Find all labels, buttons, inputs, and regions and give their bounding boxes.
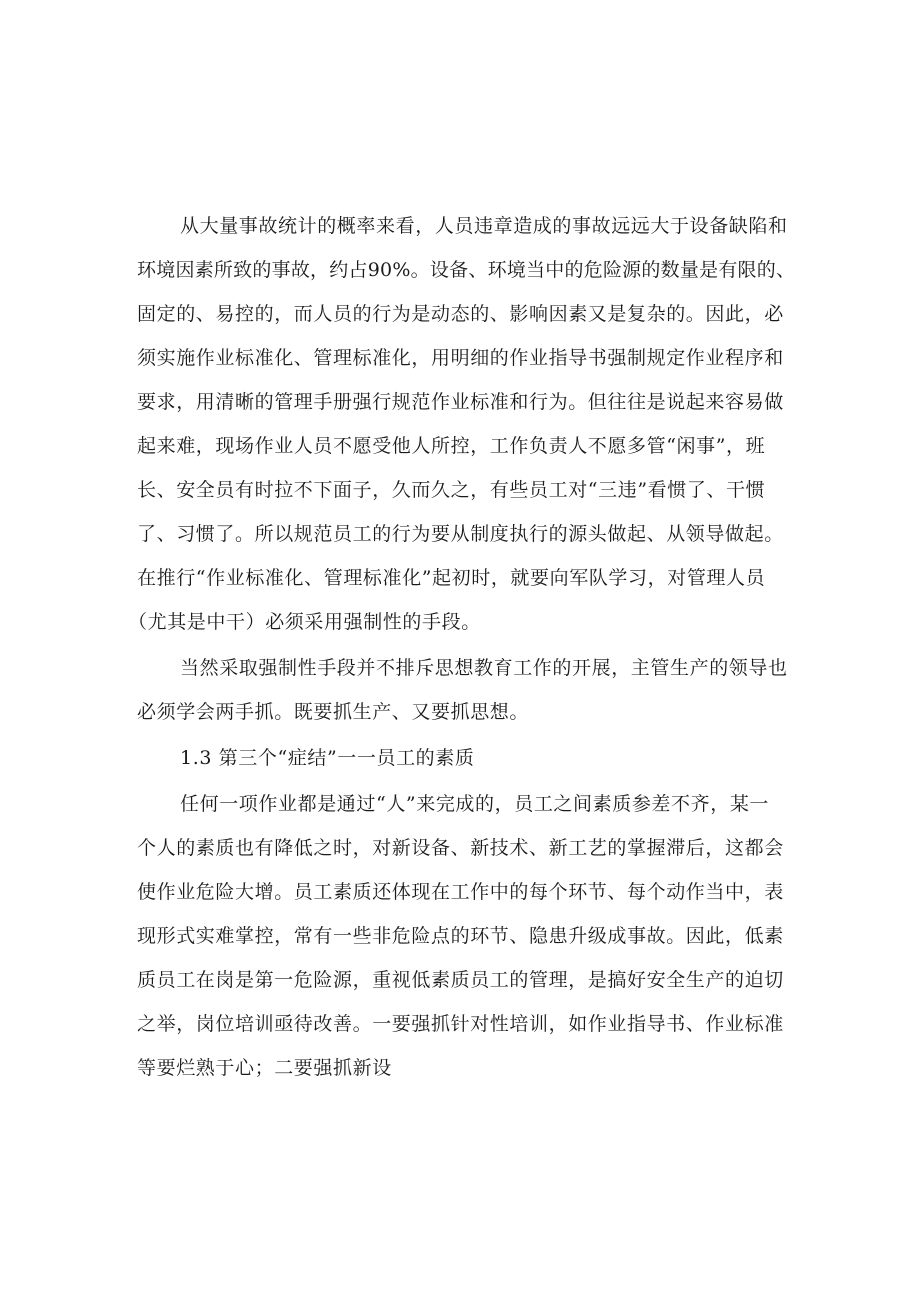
paragraph-line: 起来难，现场作业人员不愿受他人所控，工作负责人不愿多管“闲事”，班 — [137, 435, 766, 457]
paragraph-line: 质员工在岗是第一危险源，重视低素质员工的管理，是搞好安全生产的迫切 — [137, 969, 784, 991]
paragraph-line: 必须学会两手抓。既要抓生产、又要抓思想。 — [137, 701, 530, 723]
paragraph-line: 个人的素质也有降低之时，对新设备、新技术、新工艺的掌握滞后，这都会 — [137, 837, 784, 859]
paragraph-line: 任何一项作业都是通过“人”来完成的，员工之间素质参差不齐，某一 — [180, 793, 770, 815]
paragraph-line: 环境因素所致的事故，约占90%。设备、环境当中的危险源的数量是有限的、 — [137, 259, 796, 281]
paragraph-line: 当然采取强制性手段并不排斥思想教育工作的开展，主管生产的领导也 — [180, 657, 788, 679]
paragraph-line: 固定的、易控的，而人员的行为是动态的、影响因素又是复杂的。因此，必 — [137, 303, 784, 325]
paragraph-line: 要求，用清晰的管理手册强行规范作业标准和行为。但往往是说起来容易做 — [137, 391, 784, 413]
paragraph-line: 了、习惯了。所以规范员工的行为要从制度执行的源头做起、从领导做起。 — [137, 523, 784, 545]
paragraph-line: 长、安全员有时拉不下面子，久而久之，有些员工对“三违”看惯了、干惯 — [137, 479, 766, 501]
paragraph-line: 从大量事故统计的概率来看，人员违章造成的事故远远大于设备缺陷和 — [180, 215, 788, 237]
paragraph-line: 使作业危险大增。员工素质还体现在工作中的每个环节、每个动作当中，表 — [137, 881, 784, 903]
paragraph-line: 等要烂熟于心；二要强抓新设 — [137, 1057, 392, 1079]
paragraph-line: 在推行“作业标准化、管理标准化”起初时，就要向军队学习，对管理人员 — [137, 567, 766, 589]
section-heading: 1.3 第三个“症结”一一员工的素质 — [180, 747, 475, 769]
paragraph-line: （尤其是中干）必须采用强制性的手段。 — [128, 611, 481, 633]
paragraph-line: 须实施作业标准化、管理标准化，用明细的作业指导书强制规定作业程序和 — [137, 347, 784, 369]
paragraph-line: 现形式实难掌控，常有一些非危险点的环节、隐患升级成事故。因此，低素 — [137, 925, 784, 947]
paragraph-line: 之举，岗位培训亟待改善。一要强抓针对性培训，如作业指导书、作业标准 — [137, 1013, 784, 1035]
